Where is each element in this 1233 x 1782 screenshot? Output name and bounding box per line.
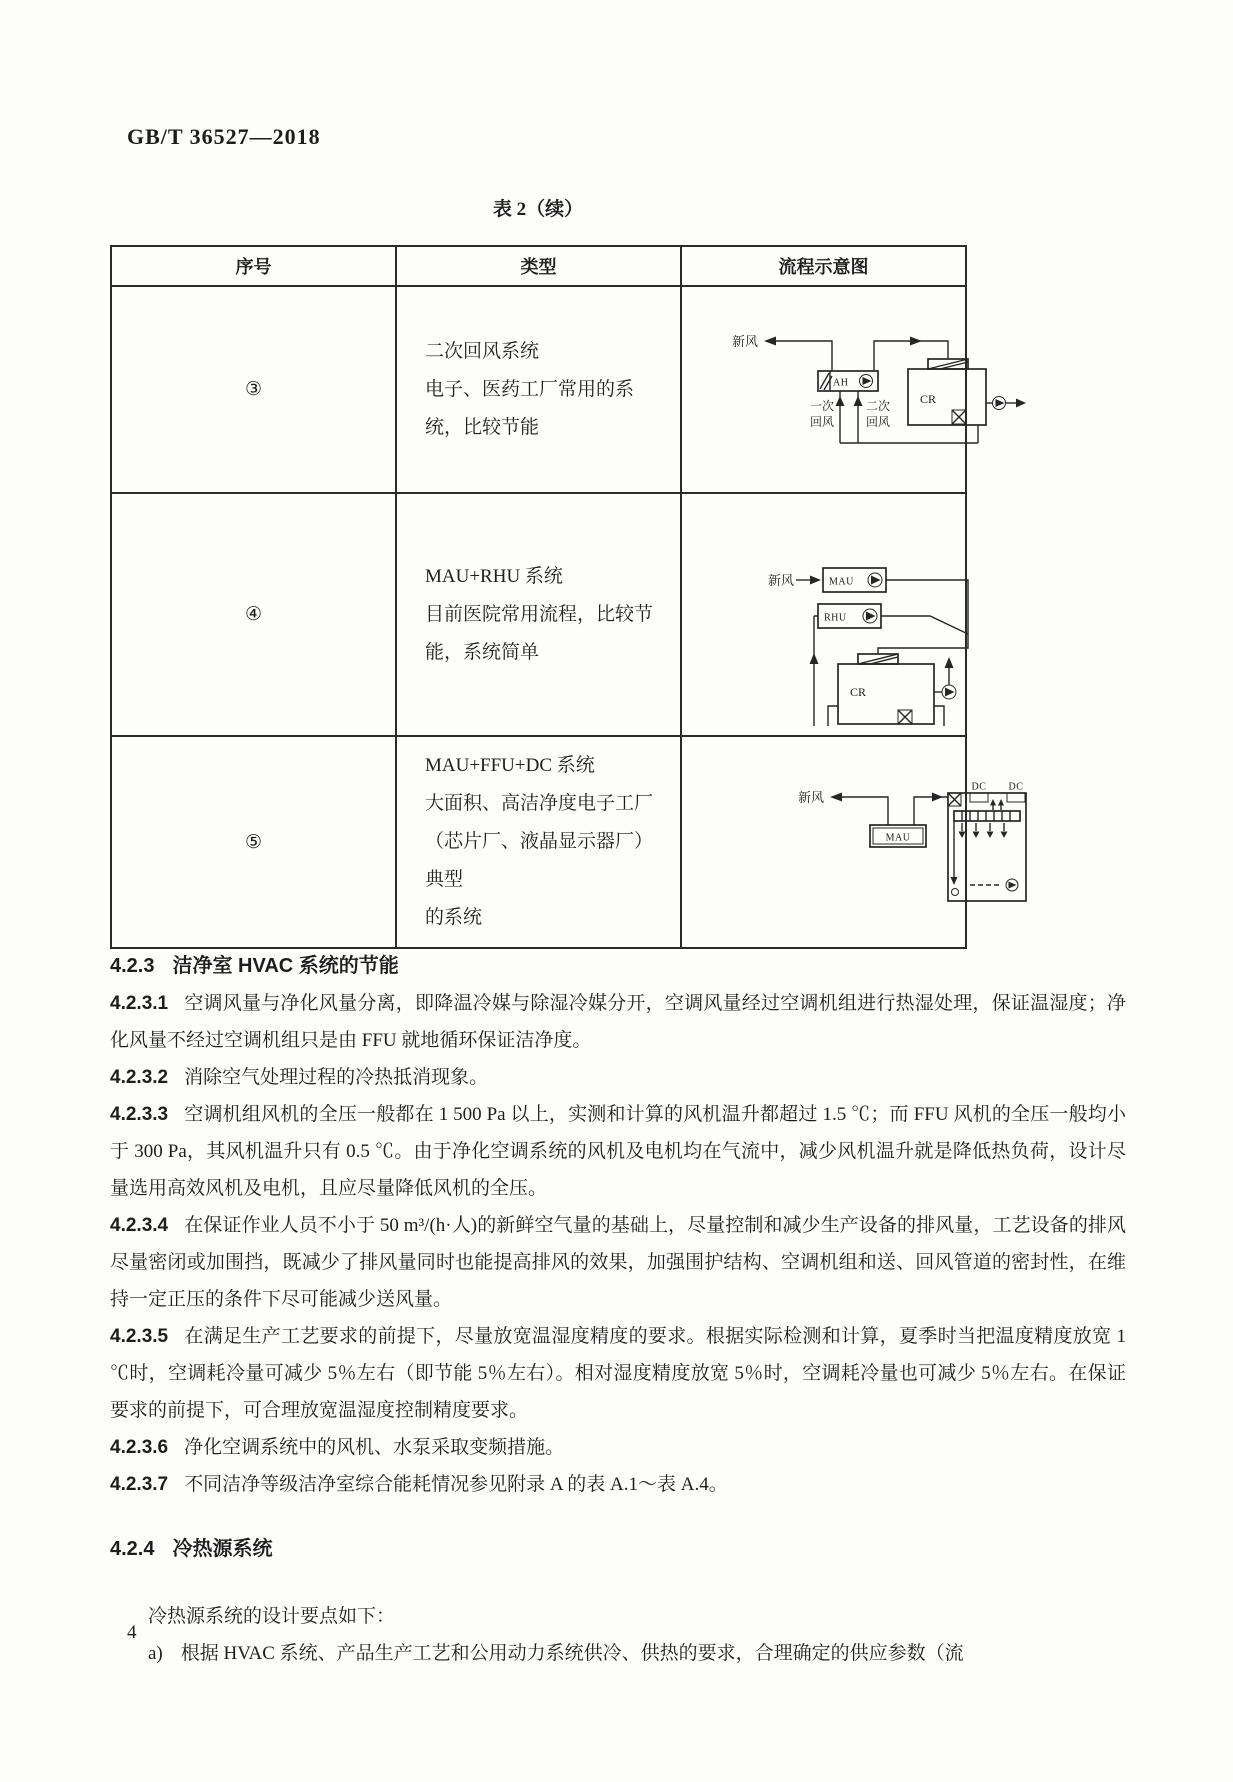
- list-item-a: [110, 1635, 1126, 1672]
- intro-line: 冷热源系统的设计要点如下：: [148, 1606, 396, 1627]
- cleanroom-label: CR: [850, 685, 867, 699]
- ahu-label: AH: [833, 377, 849, 389]
- arrow-up-icon: [945, 657, 954, 668]
- arrow-up-icon: [810, 653, 819, 664]
- arrow-up-icon: [854, 396, 863, 406]
- clause-paragraph: [110, 1207, 1126, 1318]
- clause-title: 洁净室 HVAC 系统的节能: [172, 955, 399, 977]
- clause-paragraph: [110, 1096, 1126, 1207]
- dry-coil-label: DC: [971, 781, 987, 792]
- row-type-cell: [396, 286, 681, 493]
- list-item-label: a): [148, 1643, 163, 1664]
- clause-number: 4.2.3.7: [110, 1474, 169, 1495]
- fresh-air-label: 新风: [768, 573, 795, 588]
- row-type-cell: [396, 736, 681, 948]
- svg-text:回风: 回风: [865, 415, 891, 429]
- clause-number: 4.2.4: [110, 1538, 155, 1560]
- mau-label: MAU: [885, 832, 911, 843]
- primary-return-label: 一次: [809, 399, 835, 413]
- arrow-up-icon: [998, 799, 1004, 806]
- arrow-down-icon: [951, 877, 958, 885]
- clause-number: 4.2.3.5: [110, 1326, 169, 1347]
- clause-paragraph: [110, 1059, 1126, 1096]
- clause-text: 空调风量与净化风量分离，即降温冷媒与除湿冷媒分开，空调风量经过空调机组进行热湿处理，保证温湿度；净化风量不经过空调机组只是由 FFU 就地循环保证洁净度。: [110, 993, 1126, 1051]
- row-number: ③: [111, 286, 396, 493]
- clause-title: 冷热源系统: [172, 1538, 273, 1560]
- clause-paragraph: [110, 1318, 1126, 1429]
- column-header-num: 序号: [111, 246, 396, 286]
- mau-label: MAU: [829, 576, 854, 588]
- dry-coil-box: [970, 793, 988, 802]
- dry-coil-label: DC: [1008, 781, 1024, 792]
- row-number: ⑤: [111, 736, 396, 948]
- clause-number: 4.2.3.1: [110, 993, 169, 1014]
- fresh-air-label: 新风: [732, 334, 759, 349]
- fresh-air-label: 新风: [798, 789, 825, 805]
- row-diagram-cell: [681, 736, 1024, 948]
- arrow-left-icon: [764, 337, 776, 346]
- type-line: 目前医院常用流程，比较节能，系统简单: [425, 603, 654, 663]
- row-diagram-cell: [681, 286, 966, 493]
- arrow-right-icon: [810, 576, 821, 585]
- clause-number: 4.2.3.2: [110, 1067, 169, 1088]
- type-line: MAU+RHU 系统: [425, 565, 563, 587]
- arrow-down-icon: [973, 831, 980, 838]
- page-number: 4: [127, 1622, 137, 1643]
- clause-heading-4-2-3: [110, 948, 1126, 985]
- arrow-up-icon: [836, 396, 845, 406]
- arrow-right-icon: [910, 337, 922, 346]
- type-line: 电子、医药工厂常用的系统，比较节能: [425, 378, 635, 438]
- type-line: 二次回风系统: [425, 340, 540, 362]
- arrow-left-icon: [830, 792, 842, 801]
- svg-text:回风: 回风: [809, 415, 835, 429]
- diagram-secondary-return-system: [682, 291, 1034, 483]
- table-header-row: [111, 246, 966, 286]
- secondary-return-label: 二次: [865, 399, 891, 413]
- arrow-down-icon: [987, 831, 994, 838]
- clause-number: 4.2.3.6: [110, 1437, 169, 1458]
- clause-paragraph: [110, 985, 1126, 1059]
- list-item-text: 根据 HVAC 系统、产品生产工艺和公用动力系统供冷、供热的要求，合理确定的供应参数（流: [180, 1643, 964, 1664]
- table-title: 表 2（续）: [492, 199, 584, 220]
- row-number: ④: [111, 493, 396, 736]
- table-row: [111, 736, 966, 948]
- arrow-right-icon: [932, 792, 943, 801]
- clause-number: 4.2.3: [110, 955, 155, 977]
- clause-text: 消除空气处理过程的冷热抵消现象。: [184, 1067, 489, 1088]
- clause-heading-4-2-4: [110, 1531, 1126, 1568]
- arrow-down-icon: [1001, 831, 1008, 838]
- clauses-section: [110, 948, 1126, 1672]
- table-row: [111, 493, 966, 736]
- column-header-diagram: 流程示意图: [681, 246, 966, 286]
- diagram-mau-ffu-dc-system: [682, 745, 1034, 935]
- clause-text: 不同洁净等级洁净室综合能耗情况参见附录 A 的表 A.1～表 A.4。: [184, 1474, 728, 1495]
- clause-number: 4.2.3.4: [110, 1215, 169, 1236]
- clause-text: 在满足生产工艺要求的前提下，尽量放宽温湿度精度的要求。根据实际检测和计算，夏季时当把温度精度放宽 1 ℃时，空调耗冷量可减少 5％左右（即节能 5％左右）。相对湿度精度放宽 5％时，空调耗冷量也可减少 5％左右。在保证要求的前提下，可合理放宽温湿度控制精度要求。: [110, 1326, 1126, 1421]
- cleanroom-label: CR: [920, 392, 937, 406]
- type-line: 大面积、高洁净度电子工厂（芯片厂、液晶显示器厂）典型: [425, 793, 654, 890]
- arrow-up-icon: [990, 799, 996, 806]
- clause-text: 净化空调系统中的风机、水泵采取变频措施。: [184, 1437, 565, 1458]
- standard-number: GB/T 36527—2018: [127, 124, 321, 149]
- arrow-down-icon: [959, 831, 966, 838]
- type-line: 的系统: [425, 907, 483, 928]
- row-type-cell: [396, 493, 681, 736]
- clause-paragraph: [110, 1429, 1126, 1466]
- clause-paragraph: [110, 1466, 1126, 1503]
- arrow-right-icon: [1016, 399, 1026, 408]
- dry-coil-box: [1007, 793, 1025, 802]
- type-line: MAU+FFU+DC 系统: [425, 755, 595, 776]
- clause-text: 空调机组风机的全压一般都在 1 500 Pa 以上，实测和计算的风机温升都超过 1.5 ℃；而 FFU 风机的全压一般均小于 300 Pa，其风机温升只有 0.5 ℃。由于净化空调系统的风机及电机均在气流中，减少风机温升就是降低热负荷，设计尽量选用高效风机及电机，且应尽量降低风机的全压。: [110, 1104, 1126, 1199]
- table-2-continued: [110, 245, 1024, 949]
- clause-number: 4.2.3.3: [110, 1104, 169, 1125]
- column-header-type: 类型: [396, 246, 681, 286]
- diagram-mau-rhu-system: [682, 498, 1034, 726]
- clause-text: 在保证作业人员不小于 50 m³/(h·人)的新鲜空气量的基础上，尽量控制和减少生产设备的排风量，工艺设备的排风尽量密闭或加围挡，既减少了排风量同时也能提高排风的效果，加强围护结构、空调机组和送、回风管道的密封性，在维持一定正压的条件下尽可能减少送风量。: [110, 1215, 1126, 1310]
- drain-icon: [952, 888, 959, 895]
- row-diagram-cell: [681, 493, 966, 736]
- table-row: [111, 286, 966, 493]
- rhu-label: RHU: [824, 612, 847, 624]
